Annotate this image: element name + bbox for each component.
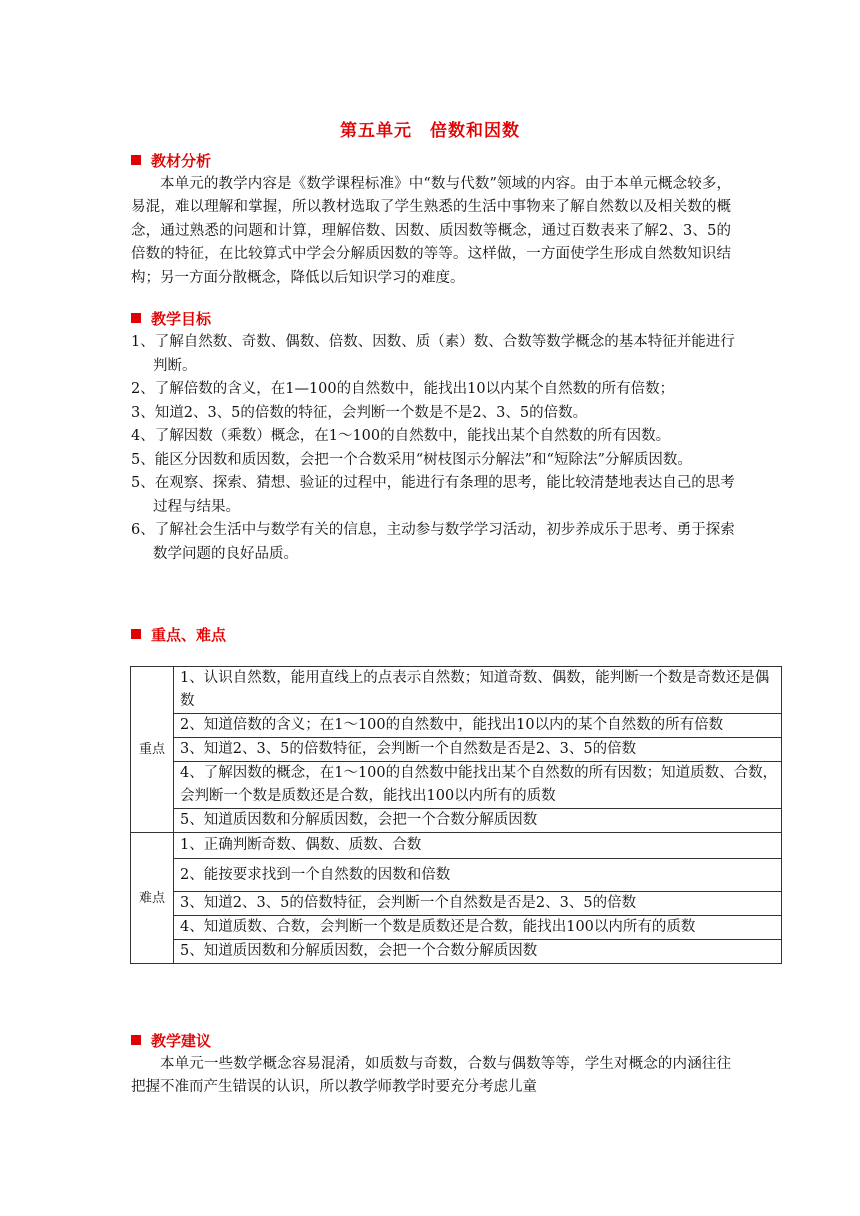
section-heading-text: 教学目标 <box>151 310 212 328</box>
table-row <box>131 940 782 964</box>
goals-list <box>131 331 741 566</box>
keypoints-table <box>130 666 782 964</box>
table-row <box>131 859 782 892</box>
bullet-square-icon <box>131 313 141 323</box>
section-heading-text: 教学建议 <box>151 1032 212 1050</box>
table-cell: 5、知道质因数和分解质因数，会把一个合数分解质因数 <box>174 809 782 833</box>
table-cell: 1、认识自然数，能用直线上的点表示自然数；知道奇数、偶数，能判断一个数是奇数还是偶数 <box>174 667 782 714</box>
table-row <box>131 892 782 916</box>
table-row <box>131 762 782 809</box>
goal-item: 5、能区分因数和质因数，会把一个合数采用“树枝图示分解法”和“短除法”分解质因数。 <box>131 451 692 468</box>
section-heading-keypoints <box>131 624 226 645</box>
section-heading-text: 教材分析 <box>151 152 212 170</box>
table-row <box>131 714 782 738</box>
table-row <box>131 809 782 833</box>
page-title: 第五单元 倍数和因数 <box>340 121 520 141</box>
section-heading-suggest <box>131 1030 211 1051</box>
goal-item: 2、了解倍数的含义，在1—100的自然数中，能找出10以内某个自然数的所有倍数； <box>131 381 675 397</box>
goal-item: 1、了解自然数、奇数、偶数、倍数、因数、质（素）数、合数等数学概念的基本特征并能进行判断。 <box>131 334 735 374</box>
section-heading-goals <box>131 308 211 329</box>
bullet-square-icon <box>131 155 141 165</box>
bullet-square-icon <box>131 1035 141 1045</box>
section-heading-text: 重点、难点 <box>151 626 227 644</box>
goal-item: 4、了解因数（乘数）概念，在1～100的自然数中，能找出某个自然数的所有因数。 <box>131 428 671 444</box>
table-cell: 2、知道倍数的含义；在1～100的自然数中，能找出10以内的某个自然数的所有倍数 <box>174 714 782 738</box>
analysis-paragraph: 本单元的教学内容是《数学课程标准》中“数与代数”领域的内容。由于本单元概念较多，易混，难以理解和掌握，所以教材选取了学生熟悉的生活中事物来了解自然数以及相关数的概念，通过熟悉的问题和计算，理解倍数、因数、质因数等概念，通过百数表来了解2、3、5的倍数的特征，在比较算式中学会分解质因数的等等。这样做，一方面使学生形成自然数知识结构；另一方面分散概念，降低以后知识学习的难度。 <box>131 176 731 286</box>
table-cell: 1、正确判断奇数、偶数、质数、合数 <box>174 833 782 859</box>
table-cell: 3、知道2、3、5的倍数特征，会判断一个自然数是否是2、3、5的倍数 <box>174 738 782 762</box>
bullet-square-icon <box>131 629 141 639</box>
goal-item: 3、知道2、3、5的倍数的特征，会判断一个数是不是2、3、5的倍数。 <box>131 404 588 421</box>
goal-item: 6、了解社会生活中与数学有关的信息，主动参与数学学习活动，初步养成乐于思考、勇于探索数学问题的良好品质。 <box>131 522 735 562</box>
section-heading-analysis <box>131 150 211 171</box>
table-row <box>131 667 782 714</box>
table-cell: 4、知道质数、合数，会判断一个数是质数还是合数，能找出100以内所有的质数 <box>174 916 782 940</box>
suggest-paragraph: 本单元一些数学概念容易混淆，如质数与奇数，合数与偶数等等，学生对概念的内涵往往把握不准而产生错误的认识，所以教学师教学时要充分考虑儿童 <box>131 1056 731 1096</box>
table-row <box>131 738 782 762</box>
goal-item: 5、在观察、探索、猜想、验证的过程中，能进行有条理的思考，能比较清楚地表达自己的思考过程与结果。 <box>131 475 735 515</box>
table-cell: 3、知道2、3、5的倍数特征，会判断一个自然数是否是2、3、5的倍数 <box>174 892 782 916</box>
table-cell: 4、了解因数的概念，在1～100的自然数中能找出某个自然数的所有因数；知道质数、合数，会判断一个数是质数还是合数，能找出100以内所有的质数 <box>174 762 782 809</box>
table-row <box>131 916 782 940</box>
table-cell: 5、知道质因数和分解质因数，会把一个合数分解质因数 <box>174 940 782 964</box>
diff-label-cell: 难点 <box>131 833 174 964</box>
table-cell: 2、能按要求找到一个自然数的因数和倍数 <box>174 859 782 892</box>
table-row <box>131 833 782 859</box>
key-label-cell: 重点 <box>131 667 174 833</box>
